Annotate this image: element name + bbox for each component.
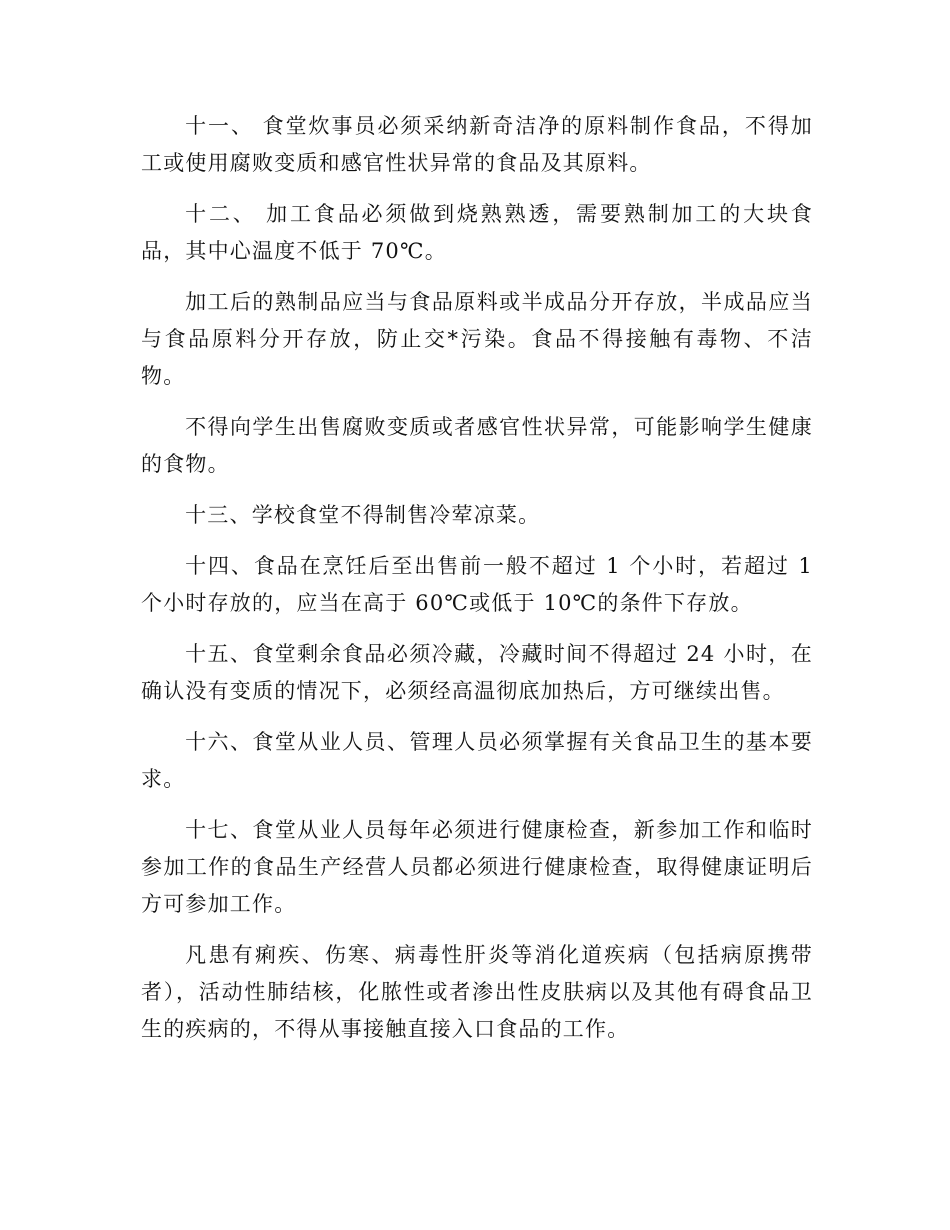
paragraph-13: 十三、学校食堂不得制售冷荤凉菜。 bbox=[185, 503, 541, 527]
paragraph-16: 十六、食堂从业人员、管理人员必须掌握有关食品卫生的基本要求。 bbox=[141, 730, 813, 791]
paragraph-12-cooked-storage: 加工后的熟制品应当与食品原料或半成品分开存放，半成品应当与食品原料分开存放，防止交*污染。食品不得接触有毒物、不洁物。 bbox=[141, 290, 813, 388]
paragraph-14: 十四、食品在烹饪后至出售前一般不超过 1 个小时，若超过 1 个小时存放的，应当在高于 60℃或低于 10℃的条件下存放。 bbox=[141, 554, 813, 615]
paragraph-12-sale-restriction: 不得向学生出售腐败变质或者感官性状异常，可能影响学生健康的食物。 bbox=[141, 415, 813, 476]
paragraph-17-disease-restriction: 凡患有痢疾、伤寒、病毒性肝炎等消化道疾病（包括病原携带者），活动性肺结核，化脓性或者渗出性皮肤病以及其他有碍食品卫生的疾病的，不得从事接触直接入口食品的工作。 bbox=[141, 943, 813, 1041]
paragraph-11: 十一、 食堂炊事员必须采纳新奇洁净的原料制作食品，不得加工或使用腐败变质和感官性状异常的食品及其原料。 bbox=[141, 114, 813, 175]
document-body bbox=[141, 108, 813, 1062]
paragraph-17: 十七、食堂从业人员每年必须进行健康检查，新参加工作和临时参加工作的食品生产经营人员都必须进行健康检查，取得健康证明后方可参加工作。 bbox=[141, 818, 813, 916]
paragraph-15: 十五、食堂剩余食品必须冷藏，冷藏时间不得超过 24 小时，在确认没有变质的情况下，必须经高温彻底加热后，方可继续出售。 bbox=[141, 642, 813, 703]
paragraph-12: 十二、 加工食品必须做到烧熟熟透，需要熟制加工的大块食品，其中心温度不低于 70℃。 bbox=[141, 202, 813, 263]
